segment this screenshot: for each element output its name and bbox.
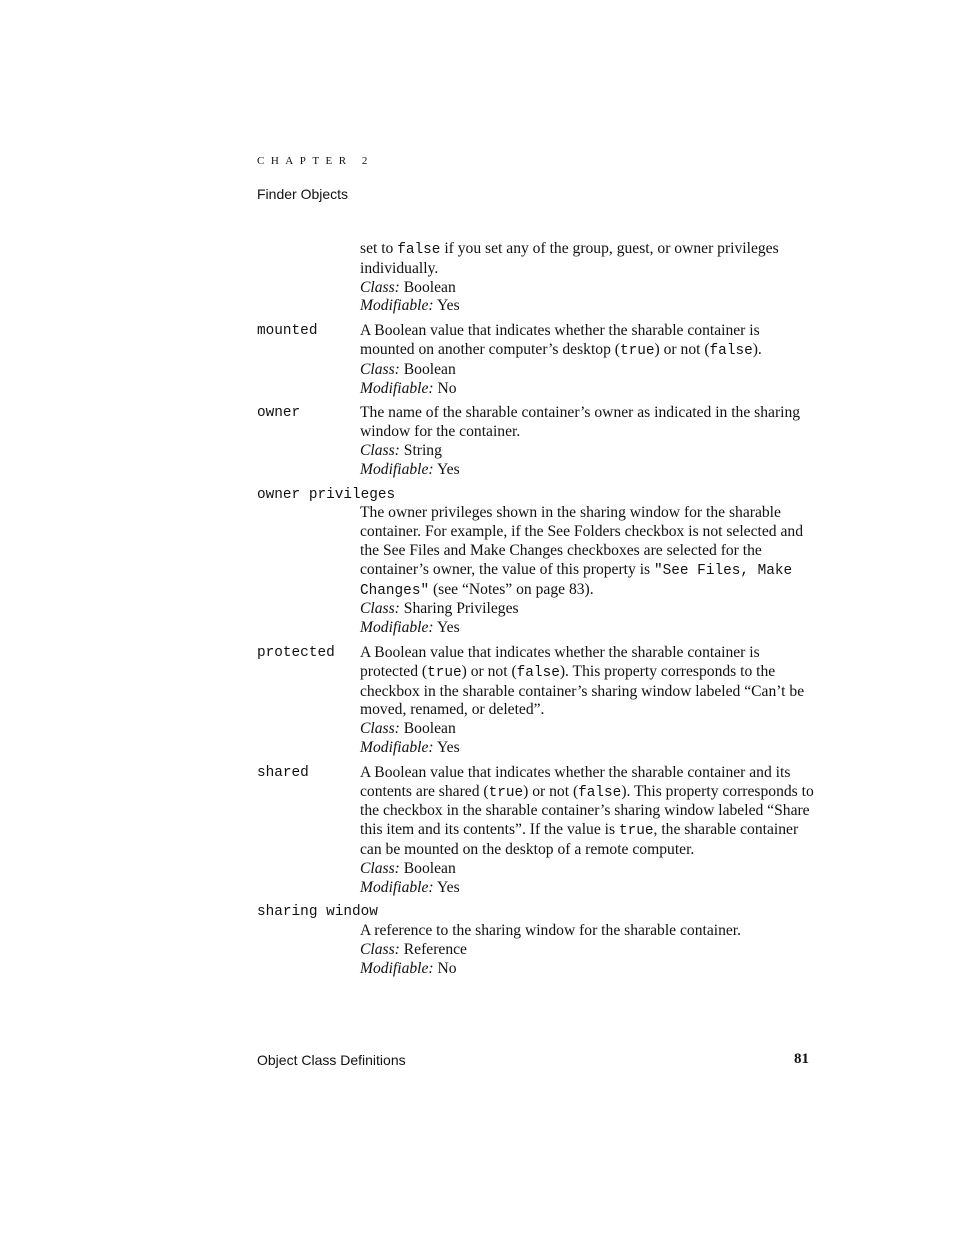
code-false: false	[397, 242, 441, 258]
entry-owner-privileges	[257, 486, 817, 638]
term-owner-privileges: owner privileges	[257, 486, 396, 503]
description-owner-privileges: The owner privileges shown in the sharing window for the sharable container. For example, if the See Folders checkbox is not selected and the See Files and Make Changes checkboxes are selected for the container’s owner, the value of this property is "See Files, Make Changes" (see “Notes” on page 83). Class: Sharing Privileges Modifiable: Yes	[360, 504, 803, 637]
description-shared: A Boolean value that indicates whether the sharable container and its contents are shared (true) or not (false). This property corresponds to the checkbox in the sharable container’s sharing window labeled “Share this item and its contents”. If the value is true, the sharable container can be mounted on the desktop of a remote computer. Class: Boolean Modifiable: Yes	[360, 763, 814, 896]
entry-protected	[257, 644, 817, 758]
page-number: 81	[794, 1051, 809, 1067]
description-sharing-window: A reference to the sharing window for the sharable container. Class: Reference Modifiable: No	[360, 922, 742, 977]
term-owner: owner	[257, 405, 301, 422]
footer-section-title: Object Class Definitions	[257, 1052, 406, 1068]
continuation-description: set to false if you set any of the group, guest, or owner privileges individually. Class: Boolean Modifiable: Yes	[360, 240, 779, 315]
running-head: Finder Objects	[257, 186, 349, 202]
continuation-entry	[257, 240, 817, 316]
chapter-label: CHAPTER 2	[257, 155, 374, 167]
description-protected: A Boolean value that indicates whether the sharable container is protected (true) or not (false). This property corresponds to the checkbox in the sharable container’s sharing window labeled “Can’t be moved, renamed, or deleted”. Class: Boolean Modifiable: Yes	[360, 643, 805, 756]
property-list	[257, 240, 817, 984]
entry-sharing-window	[257, 903, 817, 978]
entry-mounted	[257, 322, 817, 398]
term-shared: shared	[257, 764, 309, 781]
description-owner: The name of the sharable container’s owner as indicated in the sharing window for the container. Class: String Modifiable: Yes	[360, 404, 801, 478]
term-protected: protected	[257, 644, 335, 661]
term-sharing-window: sharing window	[257, 904, 378, 921]
description-mounted: A Boolean value that indicates whether the sharable container is mounted on another computer’s desktop (true) or not (false). Class: Boolean Modifiable: No	[360, 322, 762, 397]
term-mounted: mounted	[257, 323, 318, 340]
entry-shared	[257, 764, 817, 898]
entry-owner	[257, 404, 817, 479]
